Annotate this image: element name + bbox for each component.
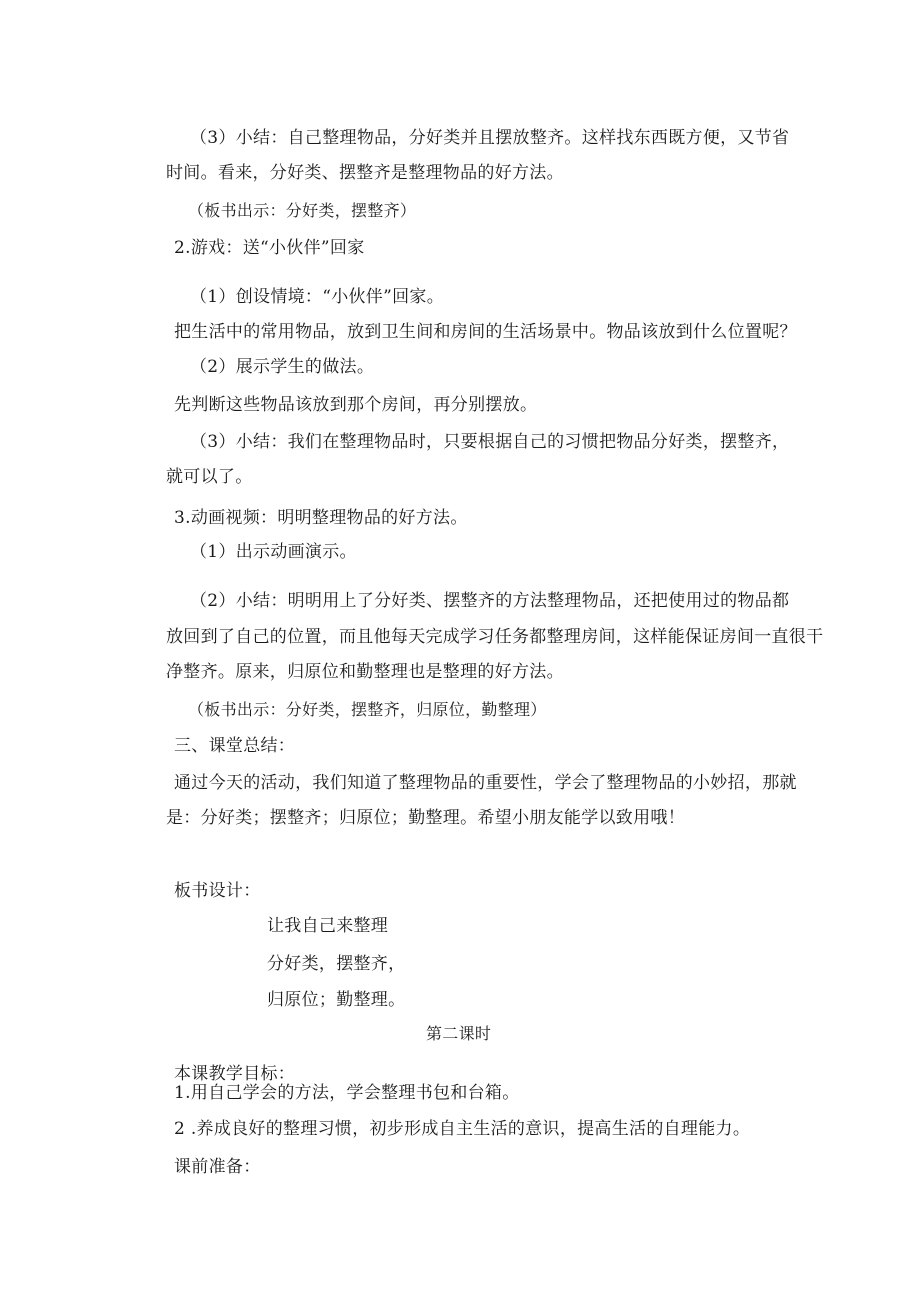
step-2-1: （1）创设情境：“小伙伴”回家。	[190, 287, 444, 307]
step-2-2-text: 先判断这些物品该放到那个房间，再分别摆放。	[174, 395, 538, 415]
step-2-2: （2）展示学生的做法。	[190, 357, 375, 377]
summary-2-line-2: 就可以了。	[166, 467, 253, 487]
lesson-2-title: 第二课时	[426, 1024, 492, 1043]
class-summary-line-2: 是：分好类；摆整齐；归原位；勤整理。希望小朋友能学以致用哦！	[166, 808, 685, 828]
objective-2: 2 .养成良好的整理习惯，初步形成自主生活的意识，提高生活的自理能力。	[174, 1119, 751, 1139]
objectives-heading: 本课教学目标：	[174, 1064, 296, 1084]
summary-2-line-1: （3）小结：我们在整理物品时，只要根据自己的习惯把物品分好类，摆整齐，	[190, 432, 790, 452]
board-note-1: （板书出示：分好类，摆整齐）	[188, 201, 417, 220]
board-design-line-2: 归原位；勤整理。	[267, 990, 406, 1010]
section-2-heading: 2.游戏：送“小伙伴”回家	[174, 238, 365, 258]
step-3-1: （1）出示动画演示。	[190, 542, 357, 562]
class-summary-heading: 三、课堂总结：	[174, 736, 296, 756]
summary-3-line-1: （2）小结：明明用上了分好类、摆整齐的方法整理物品，还把使用过的物品都	[190, 591, 790, 611]
board-design-title: 让我自己来整理	[267, 916, 389, 936]
summary-1-line-2: 时间。看来，分好类、摆整齐是整理物品的好方法。	[166, 163, 564, 183]
objective-1: 1.用自己学会的方法，学会整理书包和台箱。	[174, 1083, 520, 1103]
board-design-line-1: 分好类，摆整齐，	[267, 954, 406, 974]
board-note-2: （板书出示：分好类，摆整齐，归原位，勤整理）	[188, 700, 547, 719]
class-summary-line-1: 通过今天的活动，我们知道了整理物品的重要性，学会了整理物品的小妙招，那就	[174, 773, 797, 793]
section-3-heading: 3.动画视频：明明整理物品的好方法。	[174, 508, 468, 528]
step-2-1-text: 把生活中的常用物品，放到卫生间和房间的生活场景中。物品该放到什么位置呢？	[174, 322, 797, 342]
summary-1-line-1: （3）小结：自己整理物品，分好类并且摆放整齐。这样找东西既方便，又节省	[190, 128, 790, 148]
preparation-heading: 课前准备：	[174, 1157, 261, 1177]
board-design-heading: 板书设计：	[174, 881, 261, 901]
summary-3-line-2: 放回到了自己的位置，而且他每天完成学习任务都整理房间，这样能保证房间一直很干	[166, 627, 824, 647]
summary-3-line-3: 净整齐。原来，归原位和勤整理也是整理的好方法。	[166, 662, 564, 682]
